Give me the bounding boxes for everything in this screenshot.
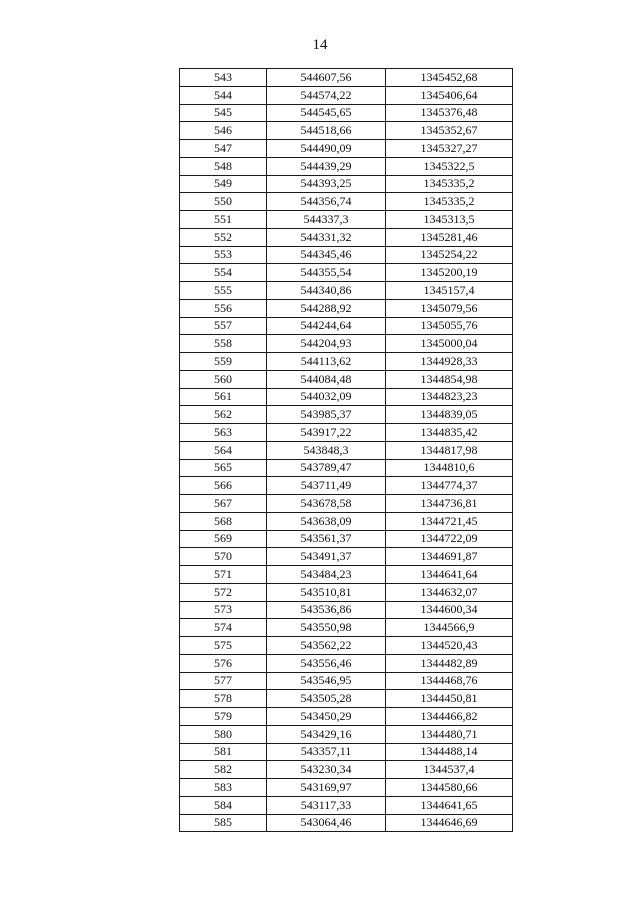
table-row xyxy=(180,672,513,690)
table-row xyxy=(180,708,513,726)
x-coordinate-cell: 543505,28 xyxy=(267,690,386,708)
y-coordinate-cell: 1344632,07 xyxy=(386,583,513,601)
point-number-cell: 565 xyxy=(180,459,267,477)
y-coordinate-cell: 1344646,69 xyxy=(386,814,513,832)
y-coordinate-cell: 1345000,04 xyxy=(386,335,513,353)
x-coordinate-cell: 543985,37 xyxy=(267,406,386,424)
x-coordinate-cell: 543510,81 xyxy=(267,583,386,601)
point-number-cell: 585 xyxy=(180,814,267,832)
point-number-cell: 578 xyxy=(180,690,267,708)
point-number-cell: 567 xyxy=(180,495,267,513)
table-row xyxy=(180,743,513,761)
y-coordinate-cell: 1344839,05 xyxy=(386,406,513,424)
table-row xyxy=(180,690,513,708)
x-coordinate-cell: 544490,09 xyxy=(267,140,386,158)
x-coordinate-cell: 544032,09 xyxy=(267,388,386,406)
y-coordinate-cell: 1345335,2 xyxy=(386,175,513,193)
y-coordinate-cell: 1345352,67 xyxy=(386,122,513,140)
y-coordinate-cell: 1344480,71 xyxy=(386,725,513,743)
coordinates-table xyxy=(179,68,513,832)
y-coordinate-cell: 1345335,2 xyxy=(386,193,513,211)
table-row xyxy=(180,779,513,797)
table-row xyxy=(180,69,513,87)
y-coordinate-cell: 1345200,19 xyxy=(386,264,513,282)
y-coordinate-cell: 1345376,48 xyxy=(386,104,513,122)
x-coordinate-cell: 544337,3 xyxy=(267,211,386,229)
y-coordinate-cell: 1345313,5 xyxy=(386,211,513,229)
point-number-cell: 573 xyxy=(180,601,267,619)
table-row xyxy=(180,317,513,335)
y-coordinate-cell: 1344736,81 xyxy=(386,495,513,513)
point-number-cell: 544 xyxy=(180,86,267,104)
table-row xyxy=(180,477,513,495)
table-row xyxy=(180,637,513,655)
y-coordinate-cell: 1344817,98 xyxy=(386,441,513,459)
table-row xyxy=(180,282,513,300)
x-coordinate-cell: 543491,37 xyxy=(267,548,386,566)
y-coordinate-cell: 1345281,46 xyxy=(386,228,513,246)
x-coordinate-cell: 544356,74 xyxy=(267,193,386,211)
point-number-cell: 579 xyxy=(180,708,267,726)
x-coordinate-cell: 544393,25 xyxy=(267,175,386,193)
table-row xyxy=(180,353,513,371)
point-number-cell: 559 xyxy=(180,353,267,371)
y-coordinate-cell: 1344580,66 xyxy=(386,779,513,797)
x-coordinate-cell: 543789,47 xyxy=(267,459,386,477)
point-number-cell: 563 xyxy=(180,424,267,442)
x-coordinate-cell: 544340,86 xyxy=(267,282,386,300)
y-coordinate-cell: 1345055,76 xyxy=(386,317,513,335)
x-coordinate-cell: 543550,98 xyxy=(267,619,386,637)
point-number-cell: 546 xyxy=(180,122,267,140)
y-coordinate-cell: 1345322,5 xyxy=(386,157,513,175)
point-number-cell: 568 xyxy=(180,512,267,530)
table-row xyxy=(180,583,513,601)
y-coordinate-cell: 1344520,43 xyxy=(386,637,513,655)
y-coordinate-cell: 1344835,42 xyxy=(386,424,513,442)
point-number-cell: 581 xyxy=(180,743,267,761)
table-row xyxy=(180,264,513,282)
point-number-cell: 580 xyxy=(180,725,267,743)
x-coordinate-cell: 543064,46 xyxy=(267,814,386,832)
point-number-cell: 556 xyxy=(180,299,267,317)
point-number-cell: 564 xyxy=(180,441,267,459)
table-row xyxy=(180,601,513,619)
table-row xyxy=(180,548,513,566)
point-number-cell: 551 xyxy=(180,211,267,229)
point-number-cell: 571 xyxy=(180,566,267,584)
x-coordinate-cell: 543546,95 xyxy=(267,672,386,690)
y-coordinate-cell: 1345406,64 xyxy=(386,86,513,104)
point-number-cell: 550 xyxy=(180,193,267,211)
x-coordinate-cell: 544574,22 xyxy=(267,86,386,104)
point-number-cell: 547 xyxy=(180,140,267,158)
table-row xyxy=(180,193,513,211)
point-number-cell: 554 xyxy=(180,264,267,282)
y-coordinate-cell: 1344450,81 xyxy=(386,690,513,708)
table-row xyxy=(180,424,513,442)
y-coordinate-cell: 1345079,56 xyxy=(386,299,513,317)
y-coordinate-cell: 1345452,68 xyxy=(386,69,513,87)
table-row xyxy=(180,619,513,637)
table-row xyxy=(180,814,513,832)
y-coordinate-cell: 1344854,98 xyxy=(386,370,513,388)
x-coordinate-cell: 543562,22 xyxy=(267,637,386,655)
x-coordinate-cell: 544439,29 xyxy=(267,157,386,175)
point-number-cell: 584 xyxy=(180,796,267,814)
table-row xyxy=(180,122,513,140)
y-coordinate-cell: 1344722,09 xyxy=(386,530,513,548)
x-coordinate-cell: 543678,58 xyxy=(267,495,386,513)
table-row xyxy=(180,175,513,193)
x-coordinate-cell: 543711,49 xyxy=(267,477,386,495)
x-coordinate-cell: 543561,37 xyxy=(267,530,386,548)
point-number-cell: 552 xyxy=(180,228,267,246)
point-number-cell: 548 xyxy=(180,157,267,175)
y-coordinate-cell: 1345254,22 xyxy=(386,246,513,264)
x-coordinate-cell: 543638,09 xyxy=(267,512,386,530)
y-coordinate-cell: 1344774,37 xyxy=(386,477,513,495)
point-number-cell: 576 xyxy=(180,654,267,672)
point-number-cell: 583 xyxy=(180,779,267,797)
table-row xyxy=(180,211,513,229)
x-coordinate-cell: 543484,23 xyxy=(267,566,386,584)
x-coordinate-cell: 544288,92 xyxy=(267,299,386,317)
table-row xyxy=(180,246,513,264)
x-coordinate-cell: 543357,11 xyxy=(267,743,386,761)
y-coordinate-cell: 1344600,34 xyxy=(386,601,513,619)
point-number-cell: 560 xyxy=(180,370,267,388)
x-coordinate-cell: 544331,32 xyxy=(267,228,386,246)
table-row xyxy=(180,157,513,175)
table-row xyxy=(180,104,513,122)
y-coordinate-cell: 1344466,82 xyxy=(386,708,513,726)
point-number-cell: 562 xyxy=(180,406,267,424)
table-row xyxy=(180,441,513,459)
x-coordinate-cell: 543230,34 xyxy=(267,761,386,779)
y-coordinate-cell: 1345327,27 xyxy=(386,140,513,158)
table-row xyxy=(180,459,513,477)
x-coordinate-cell: 543556,46 xyxy=(267,654,386,672)
x-coordinate-cell: 543169,97 xyxy=(267,779,386,797)
point-number-cell: 561 xyxy=(180,388,267,406)
point-number-cell: 570 xyxy=(180,548,267,566)
x-coordinate-cell: 544113,62 xyxy=(267,353,386,371)
x-coordinate-cell: 543848,3 xyxy=(267,441,386,459)
page-number: 14 xyxy=(312,37,328,53)
point-number-cell: 553 xyxy=(180,246,267,264)
table-row xyxy=(180,761,513,779)
point-number-cell: 569 xyxy=(180,530,267,548)
table-row xyxy=(180,654,513,672)
y-coordinate-cell: 1344482,89 xyxy=(386,654,513,672)
point-number-cell: 555 xyxy=(180,282,267,300)
point-number-cell: 575 xyxy=(180,637,267,655)
point-number-cell: 574 xyxy=(180,619,267,637)
point-number-cell: 572 xyxy=(180,583,267,601)
point-number-cell: 582 xyxy=(180,761,267,779)
point-number-cell: 549 xyxy=(180,175,267,193)
y-coordinate-cell: 1344537,4 xyxy=(386,761,513,779)
x-coordinate-cell: 544345,46 xyxy=(267,246,386,264)
table-row xyxy=(180,512,513,530)
x-coordinate-cell: 544545,65 xyxy=(267,104,386,122)
x-coordinate-cell: 543917,22 xyxy=(267,424,386,442)
x-coordinate-cell: 543450,29 xyxy=(267,708,386,726)
table-row xyxy=(180,495,513,513)
y-coordinate-cell: 1344691,87 xyxy=(386,548,513,566)
table-row xyxy=(180,335,513,353)
x-coordinate-cell: 543536,86 xyxy=(267,601,386,619)
x-coordinate-cell: 543429,16 xyxy=(267,725,386,743)
table-row xyxy=(180,86,513,104)
y-coordinate-cell: 1344810,6 xyxy=(386,459,513,477)
table-row xyxy=(180,406,513,424)
x-coordinate-cell: 544084,48 xyxy=(267,370,386,388)
table-row xyxy=(180,566,513,584)
y-coordinate-cell: 1344928,33 xyxy=(386,353,513,371)
x-coordinate-cell: 543117,33 xyxy=(267,796,386,814)
table-row xyxy=(180,370,513,388)
x-coordinate-cell: 544518,66 xyxy=(267,122,386,140)
table-row xyxy=(180,725,513,743)
y-coordinate-cell: 1344468,76 xyxy=(386,672,513,690)
table-row xyxy=(180,228,513,246)
coordinates-table-body xyxy=(180,69,513,832)
table-row xyxy=(180,530,513,548)
x-coordinate-cell: 544204,93 xyxy=(267,335,386,353)
y-coordinate-cell: 1344721,45 xyxy=(386,512,513,530)
point-number-cell: 545 xyxy=(180,104,267,122)
x-coordinate-cell: 544355,54 xyxy=(267,264,386,282)
point-number-cell: 577 xyxy=(180,672,267,690)
y-coordinate-cell: 1344488,14 xyxy=(386,743,513,761)
y-coordinate-cell: 1344823,23 xyxy=(386,388,513,406)
point-number-cell: 543 xyxy=(180,69,267,87)
point-number-cell: 557 xyxy=(180,317,267,335)
y-coordinate-cell: 1345157,4 xyxy=(386,282,513,300)
point-number-cell: 558 xyxy=(180,335,267,353)
x-coordinate-cell: 544607,56 xyxy=(267,69,386,87)
table-row xyxy=(180,299,513,317)
y-coordinate-cell: 1344566,9 xyxy=(386,619,513,637)
x-coordinate-cell: 544244,64 xyxy=(267,317,386,335)
point-number-cell: 566 xyxy=(180,477,267,495)
table-row xyxy=(180,388,513,406)
table-row xyxy=(180,140,513,158)
y-coordinate-cell: 1344641,64 xyxy=(386,566,513,584)
y-coordinate-cell: 1344641,65 xyxy=(386,796,513,814)
table-row xyxy=(180,796,513,814)
